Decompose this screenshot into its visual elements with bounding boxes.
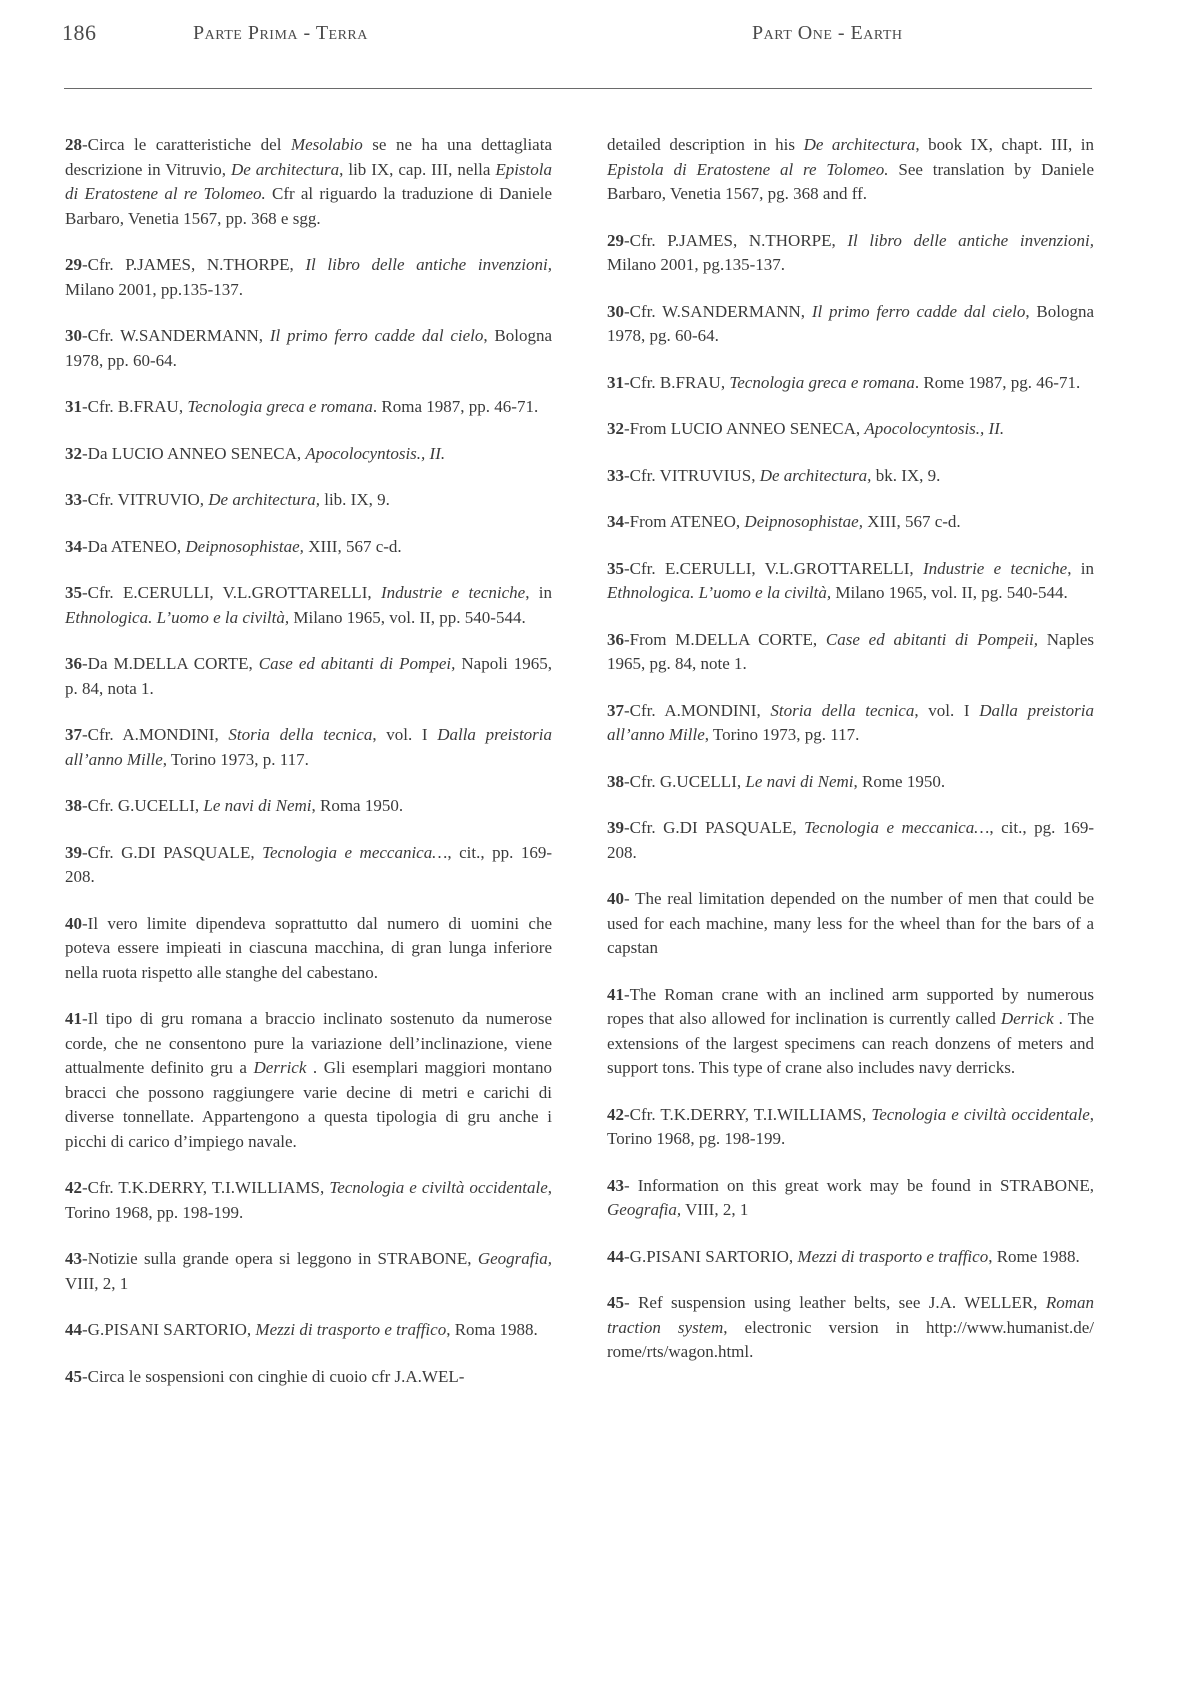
footnote-separator: - [624,984,630,1004]
footnote-separator: - [624,512,630,531]
footnote-text: The Roman crane with an inclined arm supported by numerous ropes that also allowed for inclination is currently called [607,984,1094,1028]
footnote [65,395,552,420]
footnote-title: Ethnologica. L’uomo e la civiltà, [607,583,832,602]
footnote-text: Ref suspension using leather belts, see J.A. WELLER, [638,1293,1046,1312]
footnote-text: VIII, 2, 1 [65,1273,129,1293]
footnote-text: See translation by Daniele Barbaro, Venetia 1567, pg. 368 and ff. [607,159,1094,203]
footnote-title: Epistola di Eratostene al re Tolomeo. [607,159,889,179]
footnote-separator: - [624,771,630,791]
footnote-title: Industrie e tecniche [922,558,1068,578]
header-divider [64,88,1092,89]
footnote [65,912,552,986]
footnote-text: , Rome 1988. [988,1246,1080,1266]
footnote-title: Il primo ferro cadde dal cielo [269,326,484,345]
footnote-text: Cfr. P.JAMES, N.THORPE, [629,230,848,250]
footnote [65,1176,552,1225]
footnote-text: . The extensions of the largest specimens can reach donzens of meters and support tons. This type of crane also includes navy derricks. [607,1009,1095,1077]
footnote [65,488,552,513]
footnote-title: Dalla preistoria all’anno Mille [65,725,553,769]
footnote [65,442,552,467]
footnote-separator: - [624,1175,638,1195]
footnote-text: The real limitation depended on the number of men that could be used for each machine, many less for the wheel than for the bars of a capstan [607,889,1094,957]
footnote-title: Tecnologia e meccanica… [804,818,990,837]
footnote [607,229,1094,278]
footnote-separator: - [82,135,88,154]
footnote-separator: - [82,583,88,602]
footnote-title: Epistola di Eratostene al re Tolomeo. [65,159,552,203]
footnote-separator: - [624,1293,639,1312]
footnote-separator: - [82,397,88,416]
footnote-separator: - [624,465,630,485]
footnote-number: 43 [65,1249,82,1268]
footnote-number: 32 [65,443,82,463]
footnote-number: 40 [65,913,82,933]
notes-column-english [607,133,1094,1387]
footnote-number: 29 [65,255,82,274]
footnote-title: Le navi di Nemi [203,796,312,815]
footnote [607,371,1094,396]
footnote [65,581,552,630]
footnote-text: Cfr. W.SANDERMANN, [87,326,270,345]
footnote-separator: - [624,419,630,438]
footnote [607,300,1094,349]
footnote-text: , in [525,583,552,602]
footnote-text: XIII, 567 c-d. [303,536,402,556]
footnote-number: 28 [65,135,82,154]
footnote-text: Cfr. G.DI PASQUALE, [629,818,805,837]
footnote-title: Apocolocyntosis., II. [305,443,446,463]
footnote-title: Deipnosophistae, [744,512,863,531]
footnote [65,1247,552,1296]
footnote-number: 45 [65,1366,82,1386]
footnote-text: Cfr. B.FRAU, [87,397,188,416]
footnote [607,464,1094,489]
footnote-text: Cfr. G.DI PASQUALE, [87,842,263,862]
footnote-title: Mesolabio [290,135,363,154]
footnote-separator: - [82,725,88,744]
footnote [65,841,552,890]
footnote-number: 37 [65,725,82,744]
footnote [607,1174,1094,1223]
footnote-text: Da M.DELLA CORTE, [87,654,259,673]
footnote-text: , Torino 1968, pg. 198-199. [607,1104,1094,1148]
footnote-number: 40 [607,889,624,908]
footnote-separator: - [624,700,630,720]
footnote-title: Case ed abitanti di Pompei, [258,654,456,673]
footnote-title: Dalla preistoria all’anno Mille [607,700,1095,744]
footnote-text: lib. IX, 9. [319,490,390,509]
footnote-text: , Roma 1988. [446,1320,538,1339]
footnote-number: 42 [607,1104,624,1124]
footnote-number: 36 [65,654,82,673]
footnote [607,816,1094,865]
footnote-text: , vol. I [914,700,980,720]
footnote [65,253,552,302]
footnote [607,1245,1094,1270]
footnote-text: From ATENEO, [629,512,745,531]
footnote [607,557,1094,606]
footnote-number: 31 [65,397,82,416]
footnote-number: 45 [607,1293,624,1312]
footnote-text: Milano 2001, pg.135-137. [607,255,786,274]
footnote [65,723,552,772]
footnote [65,535,552,560]
footnote-text: , in [1067,558,1094,578]
footnote-text: , Bologna 1978, pg. 60-64. [607,301,1094,345]
footnote-text: Cfr. A.MONDINI, [87,725,229,744]
footnote-title: Derrick [253,1058,307,1077]
footnote-text: , Torino 1973, pg. 117. [704,725,860,744]
footnote-number: 30 [65,326,82,345]
footnote-text: From LUCIO ANNEO SENECA, [629,419,865,438]
footnote-separator: - [82,842,88,862]
footnote-text: Circa le sospensioni con cinghie di cuoio cfr J.A.WEL- [87,1366,465,1386]
footnote-text: XIII, 567 c-d. [862,512,961,531]
footnote-title: Case ed abitanti di Pompeii, [825,629,1039,649]
footnote-text: Cfr. G.UCELLI, [629,771,746,791]
footnote-number: 35 [65,583,82,602]
footnote-title: Ethnologica. L’uomo e la civiltà, [65,607,290,627]
footnote-separator: - [624,301,630,321]
footnote-separator: - [624,1246,630,1266]
footnote-separator: - [624,818,630,837]
footnote-separator: - [82,1009,88,1028]
footnote-title: Roman traction system [607,1293,1094,1337]
footnote [607,983,1094,1081]
footnote-number: 34 [607,512,624,531]
footnote-number: 39 [607,818,624,837]
footnote-title: Storia della tecnica [228,725,373,744]
footnote [607,417,1094,442]
footnote-text: , Roma 1950. [311,796,404,815]
footnote-text: Cfr. W.SANDERMANN, [629,301,812,321]
footnote-title: De architectura, [759,465,872,485]
footnote-number: 41 [607,984,624,1004]
footnote [65,324,552,373]
footnote-text: , Rome 1950. [853,771,946,791]
footnote-text: . Rome 1987, pg. 46-71. [914,372,1081,392]
footnote-separator: - [82,1249,88,1268]
footnote-title: Storia della tecnica [770,700,915,720]
footnote-text: Il vero limite dipendeva soprattutto dal numero di uomini che poteva essere impieati in ciascuna macchina, di gran lunga inferiore nella ruota rispetto alle stanghe del cabestano. [65,913,552,982]
footnote-title: Tecnologia e civiltà occidentale [329,1178,548,1197]
footnote [607,770,1094,795]
footnote-text: , Torino 1968, pp. 198-199. [65,1178,552,1222]
footnote-number: 33 [65,490,82,509]
footnote-separator: - [82,490,88,509]
footnote-title: Il libro delle antiche invenzioni, [847,230,1094,250]
footnote-text: Cfr. VITRUVIO, [87,490,209,509]
footnote-number: 42 [65,1178,82,1197]
footnote-text: Circa le caratteristiche del [87,135,291,154]
footnote-text: . Gli esemplari maggiori montano bracci che possono raggiungere varie decine di metri e carichi di diverse tonnellate. Appartengono a questa tipologia di gru anche i picchi di carico d’impiego navale. [65,1058,552,1151]
footnote-text: , electronic version in http://www.humanist.de/ rome/rts/wagon.html. [607,1317,1094,1361]
footnote-number: 32 [607,419,624,438]
footnote-text: , Torino 1973, p. 117. [162,749,309,769]
footnote-title: Mezzi di trasporto e traffico [255,1320,447,1339]
footnote-separator: - [82,1178,88,1197]
footnote-separator: - [624,372,630,392]
footnote [65,1007,552,1154]
footnote-number: 38 [65,796,82,815]
footnote-separator: - [82,1320,88,1339]
footnote-text: Milano 2001, pp.135-137. [65,279,244,299]
footnote [607,1103,1094,1152]
footnote [607,887,1094,961]
footnote-number: 35 [607,558,624,578]
footnote [65,133,552,231]
footnote-text: Cfr. T.K.DERRY, T.I.WILLIAMS, [87,1178,330,1197]
footnote [65,1318,552,1343]
footnote-number: 41 [65,1009,82,1028]
footnote-text: G.PISANI SARTORIO, [629,1246,798,1266]
footnote-title: Geografia, [477,1249,552,1268]
running-head-italian: Parte Prima - Terra [193,22,368,44]
footnote-title: Deipnosophistae, [185,536,304,556]
footnote-title: Geografia, [607,1200,682,1219]
footnote-title: Tecnologia e meccanica… [262,842,448,862]
footnote-title: De architectura [803,135,916,154]
footnote-number: 29 [607,230,624,250]
footnote-text: Cfr. T.K.DERRY, T.I.WILLIAMS, [629,1104,872,1124]
footnote-separator: - [82,536,88,556]
footnote [607,510,1094,535]
footnote-separator: - [624,889,636,908]
footnote [607,1291,1094,1365]
footnote-text: Cfr. G.UCELLI, [87,796,204,815]
footnote-number: 33 [607,465,624,485]
footnote-number: 31 [607,372,624,392]
footnote-separator: - [82,654,88,673]
footnote-title: Industrie e tecniche [380,583,526,602]
footnote-title: De architectura, [208,490,320,509]
footnote-text: Cfr al riguardo la traduzione di Daniele Barbaro, Venetia 1567, pp. 368 e sgg. [65,184,552,228]
footnote-number: 36 [607,629,624,649]
footnote-title: De architectura [230,159,340,179]
footnote-text: , cit., pg. 169-208. [607,818,1095,862]
footnote-separator: - [82,913,88,933]
footnote-text: Notizie sulla grande opera si leggono in STRABONE, [87,1249,478,1268]
footnote [65,652,552,701]
footnote-text: Da ATENEO, [87,536,186,556]
footnote-title: Tecnologia e civiltà occidentale [871,1104,1090,1124]
footnote [607,133,1094,207]
footnote-separator: - [82,796,88,815]
footnote-separator: - [82,255,88,274]
footnote-number: 44 [607,1246,624,1266]
footnote-text: VIII, 2, 1 [681,1200,749,1219]
footnote-separator: - [624,629,630,649]
footnote-number: 39 [65,842,82,862]
footnote-text: Naples 1965, pg. 84, note 1. [607,629,1094,673]
footnote-text: , Bologna 1978, pp. 60-64. [65,326,552,370]
footnote [65,794,552,819]
footnote-title: Apocolocyntosis., II. [864,419,1005,438]
footnote-text: , lib IX, cap. III, nella [339,159,496,179]
footnote-number: 30 [607,301,624,321]
footnote-text: Napoli 1965, p. 84, nota 1. [65,654,552,698]
footnote-text: Milano 1965, vol. II, pp. 540-544. [289,607,526,627]
footnote-number: 44 [65,1320,82,1339]
footnote-separator: - [624,558,630,578]
footnote-text: , cit., pp. 169-208. [65,842,553,886]
footnote-separator: - [624,230,630,250]
footnote-text: G.PISANI SARTORIO, [87,1320,256,1339]
footnote-text: Cfr. E.CERULLI, V.L.GROTTARELLI, [87,583,381,602]
footnote [607,699,1094,748]
footnote-text: bk. IX, 9. [871,465,941,485]
footnote-separator: - [82,326,88,345]
footnote-text: detailed description in his [607,135,804,154]
footnote-text: se ne ha una dettagliata descrizione in Vitruvio, [65,135,552,179]
footnote-text: Milano 1965, vol. II, pg. 540-544. [831,583,1068,602]
footnote-number: 43 [607,1175,624,1195]
footnote-text: Da LUCIO ANNEO SENECA, [87,443,306,463]
footnote-text: Il tipo di gru romana a braccio inclinato sostenuto da numerose corde, che ne consentono pure la variazione dell’inclinazione, viene attualmente definito gru a [65,1009,552,1077]
footnote-separator: - [82,443,88,463]
footnote-text: Cfr. VITRUVIUS, [629,465,760,485]
footnote-text: , vol. I [372,725,438,744]
notes-column-italian [65,133,552,1411]
footnote [65,1365,552,1390]
footnote-number: 34 [65,536,82,556]
footnote-text: . Roma 1987, pp. 46-71. [372,397,539,416]
footnote-text: , book IX, chapt. III, in [915,135,1094,154]
footnote [607,628,1094,677]
footnote-text: Cfr. A.MONDINI, [629,700,771,720]
footnote-separator: - [624,1104,630,1124]
footnote-title: Le navi di Nemi [745,771,854,791]
footnote-title: Mezzi di trasporto e traffico [797,1246,989,1266]
footnote-title: Tecnologia greca e romana [729,372,915,392]
running-head-english: Part One - Earth [752,22,903,44]
footnote-text: Cfr. E.CERULLI, V.L.GROTTARELLI, [629,558,923,578]
footnote-text: Information on this great work may be found in STRABONE, [637,1175,1094,1195]
footnote-number: 38 [607,771,624,791]
footnote-text: From M.DELLA CORTE, [629,629,826,649]
page-number: 186 [62,20,97,45]
footnote-title: Derrick [1000,1009,1054,1028]
footnote-text: Cfr. P.JAMES, N.THORPE, [87,255,306,274]
footnote-title: Tecnologia greca e romana [187,397,373,416]
footnote-number: 37 [607,700,624,720]
footnote-separator: - [82,1366,88,1386]
footnote-text: Cfr. B.FRAU, [629,372,730,392]
footnote-title: Il primo ferro cadde dal cielo [811,301,1026,321]
footnote-title: Il libro delle antiche invenzioni, [305,255,552,274]
